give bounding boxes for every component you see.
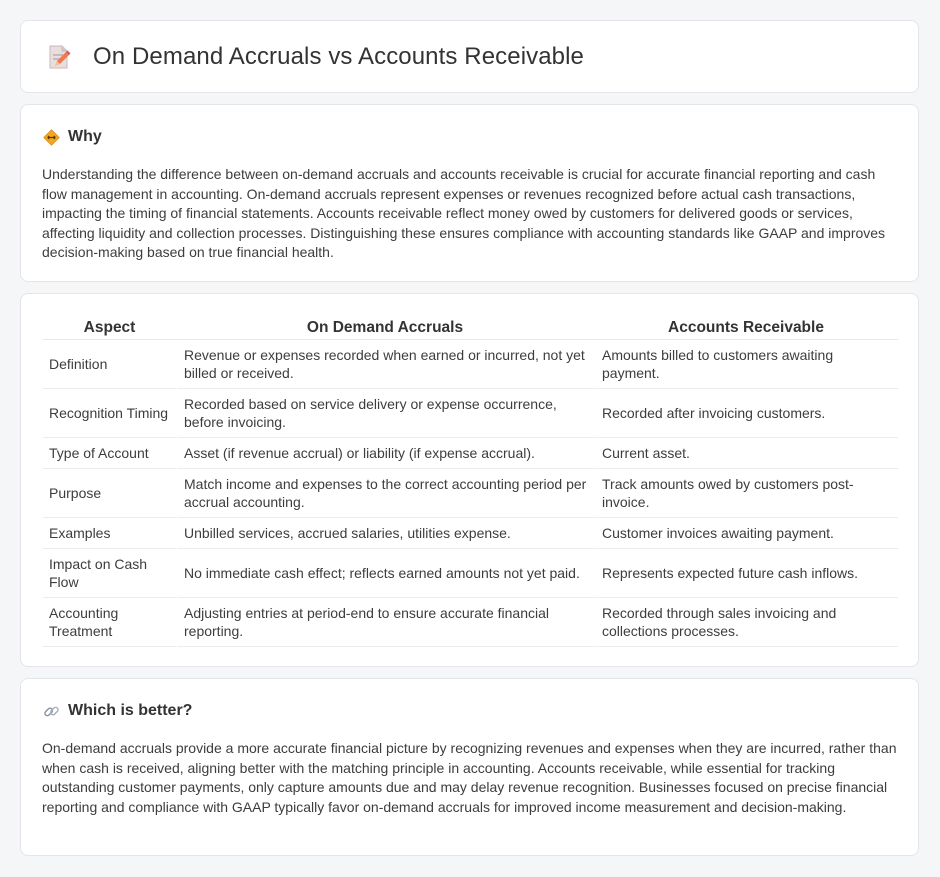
row-receivable: Amounts billed to customers awaiting payment.	[594, 340, 898, 389]
row-accruals: Match income and expenses to the correct accounting period per accrual accounting.	[176, 469, 594, 518]
better-header	[43, 702, 192, 720]
row-accruals: Revenue or expenses recorded when earned or incurred, not yet billed or received.	[176, 340, 594, 389]
table-row	[43, 340, 898, 389]
title-card	[20, 20, 919, 93]
comparison-card	[20, 293, 919, 667]
row-aspect: Type of Account	[43, 438, 176, 469]
row-accruals: Unbilled services, accrued salaries, utilities expense.	[176, 518, 594, 549]
better-card	[20, 678, 919, 856]
comparison-table	[43, 317, 898, 647]
table-row	[43, 389, 898, 438]
table-row	[43, 469, 898, 518]
header-aspect: Aspect	[43, 317, 176, 340]
row-receivable: Track amounts owed by customers post-invoice.	[594, 469, 898, 518]
row-aspect: Definition	[43, 340, 176, 389]
header-accounts-receivable: Accounts Receivable	[594, 317, 898, 340]
row-accruals: No immediate cash effect; reflects earned amounts not yet paid.	[176, 549, 594, 598]
table-row	[43, 518, 898, 549]
header-on-demand-accruals: On Demand Accruals	[176, 317, 594, 340]
better-body: On-demand accruals provide a more accurate financial picture by recognizing revenues and expenses when they are incurred, rather than when cash is received, aligning better with the matching principle in accounting. Accounts receivable, while essential for tracking outstanding customer payments, only capture amounts due and may delay revenue recognition. Businesses focused on precise financial reporting and compliance with GAAP typically favor on-demand accruals for improved income measurement and decision-making.	[42, 740, 897, 815]
page-title: On Demand Accruals vs Accounts Receivable	[93, 43, 585, 70]
table-row	[43, 549, 898, 598]
row-accruals: Adjusting entries at period-end to ensure accurate financial reporting.	[176, 598, 594, 647]
why-card	[20, 104, 919, 282]
better-title: Which is better?	[68, 702, 193, 719]
row-receivable: Recorded through sales invoicing and collections processes.	[594, 598, 898, 647]
row-accruals: Asset (if revenue accrual) or liability (if expense accrual).	[176, 438, 594, 469]
row-aspect: Examples	[43, 518, 176, 549]
table-header-row	[43, 317, 898, 340]
why-title: Why	[68, 128, 102, 145]
row-receivable: Represents expected future cash inflows.	[594, 549, 898, 598]
diamond-arrows-icon	[43, 129, 60, 146]
row-receivable: Current asset.	[594, 438, 898, 469]
row-aspect: Impact on Cash Flow	[43, 549, 176, 598]
table-row	[43, 438, 898, 469]
why-body: Understanding the difference between on-demand accruals and accounts receivable is crucial for accurate financial reporting and cash flow management in accounting. On-demand accruals represent expenses or revenues recognized before actual cash transactions, impacting the timing of financial statements. Accounts receivable reflect money owed by customers for delivered goods or services, affecting liquidity and collection processes. Distinguishing these ensures compliance with accounting standards like GAAP and improves decision-making based on true financial health.	[42, 166, 886, 260]
row-aspect: Recognition Timing	[43, 389, 176, 438]
table-row	[43, 598, 898, 647]
title-row	[47, 43, 584, 71]
row-receivable: Customer invoices awaiting payment.	[594, 518, 898, 549]
row-accruals: Recorded based on service delivery or expense occurrence, before invoicing.	[176, 389, 594, 438]
why-header	[43, 128, 102, 146]
row-aspect: Accounting Treatment	[43, 598, 176, 647]
link-icon	[43, 703, 60, 720]
document-pencil-icon	[47, 44, 71, 70]
row-aspect: Purpose	[43, 469, 176, 518]
row-receivable: Recorded after invoicing customers.	[594, 389, 898, 438]
